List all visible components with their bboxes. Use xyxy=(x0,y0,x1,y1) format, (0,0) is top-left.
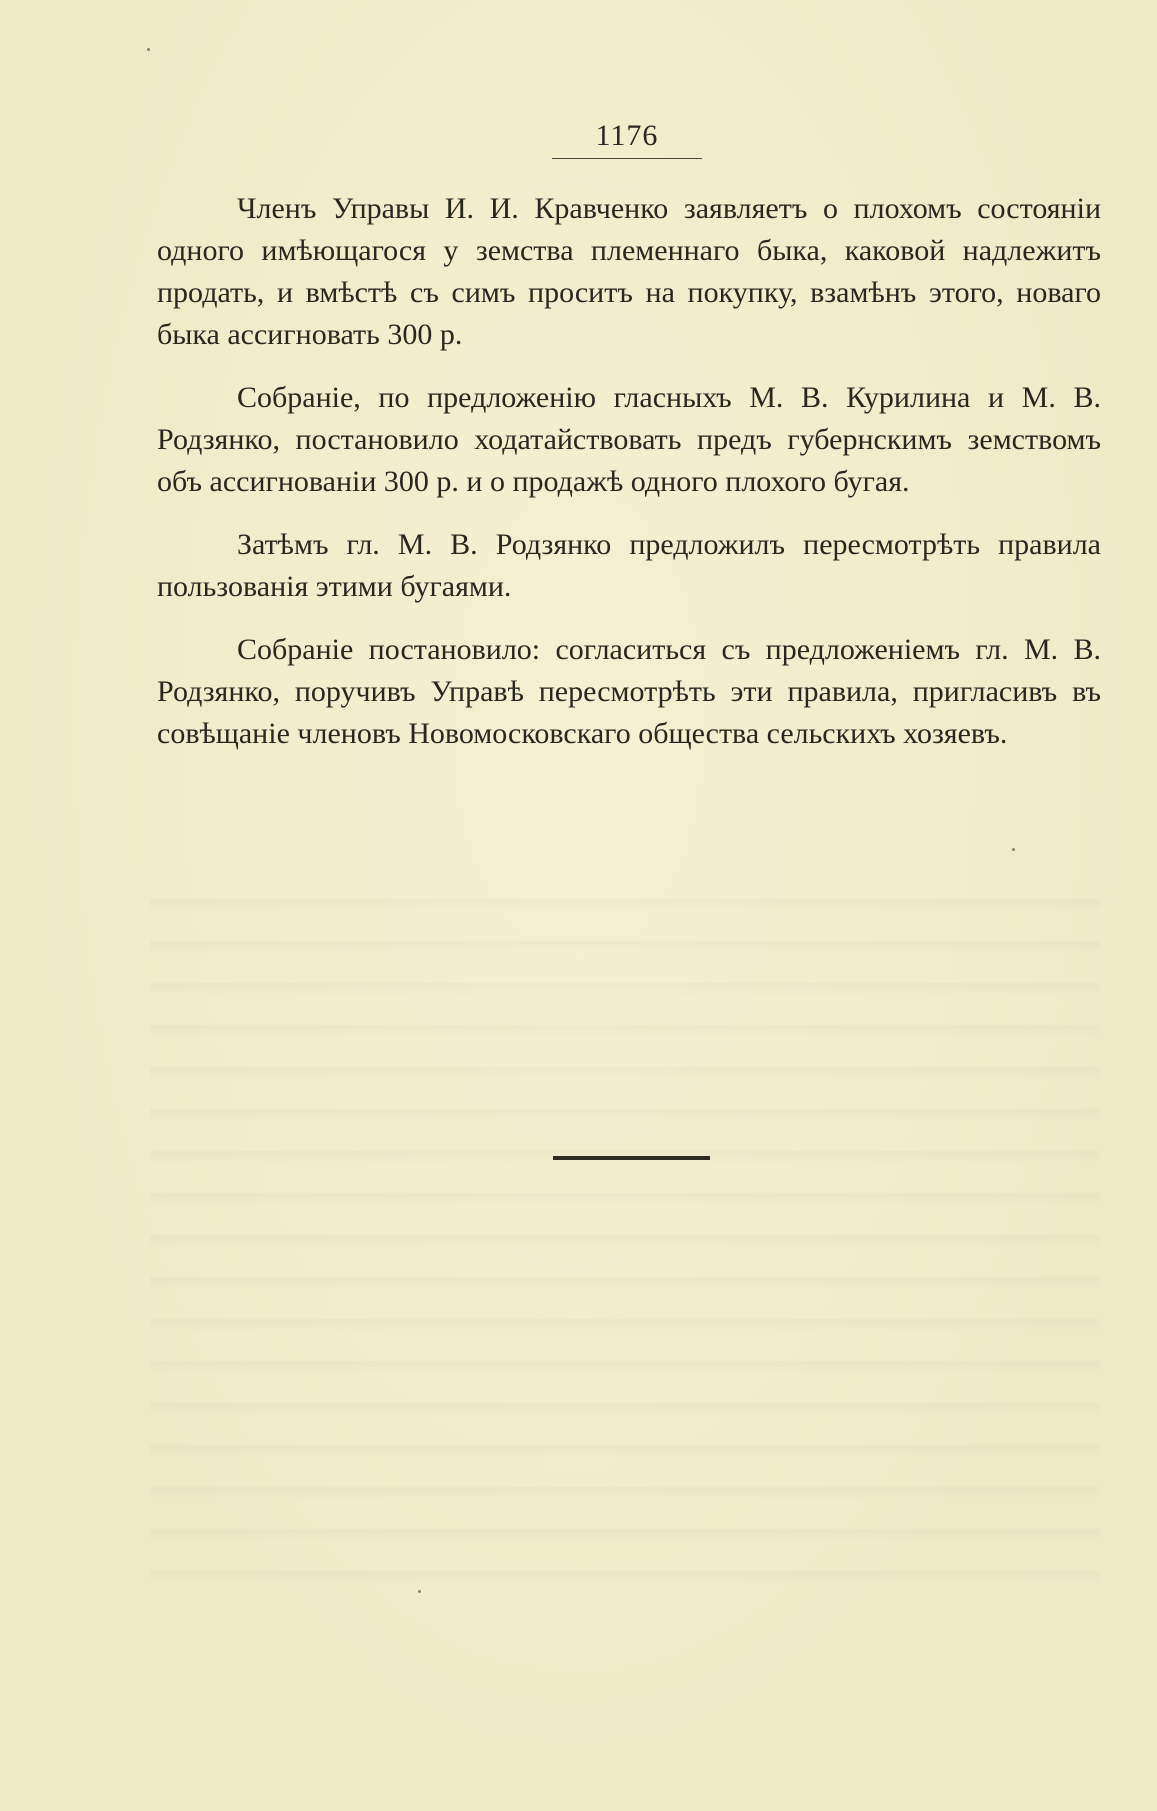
paper-speck xyxy=(418,1590,421,1593)
bleed-through-texture xyxy=(150,870,1100,1610)
page-number: 1176 xyxy=(595,119,659,152)
body-text xyxy=(157,188,1101,776)
paragraph-1: Членъ Управы И. И. Кравченко заявляетъ о плохомъ состояніи одного имѣющагося у земства племеннаго быка, каковой надлежитъ продать, и вмѣстѣ съ симъ проситъ на покупку, взамѣнъ этого, новаго быка ассигновать 300 р. xyxy=(157,192,1101,351)
paper-speck xyxy=(1012,848,1015,851)
paragraph-3: Затѣмъ гл. М. В. Родзянко предложилъ пересмотрѣть правила пользованія этими бугаями. xyxy=(157,528,1101,603)
paper-speck xyxy=(147,48,150,51)
paragraph-2: Собраніе, по предложенію гласныхъ М. В. Курилина и М. В. Родзянко, постановило ходатайствовать предъ губернскимъ земствомъ объ ассигнованіи 300 р. и о продажѣ одного плохого бугая. xyxy=(157,381,1101,498)
paragraph-4: Собраніе постановило: согласиться съ предложеніемъ гл. М. В. Родзянко, поручивъ Управѣ пересмотрѣть эти правила, пригласивъ въ совѣщаніе членовъ Новомосковскаго общества сельскихъ хозяевъ. xyxy=(157,633,1101,750)
page-number-rule xyxy=(552,158,702,159)
section-end-rule xyxy=(553,1156,710,1160)
